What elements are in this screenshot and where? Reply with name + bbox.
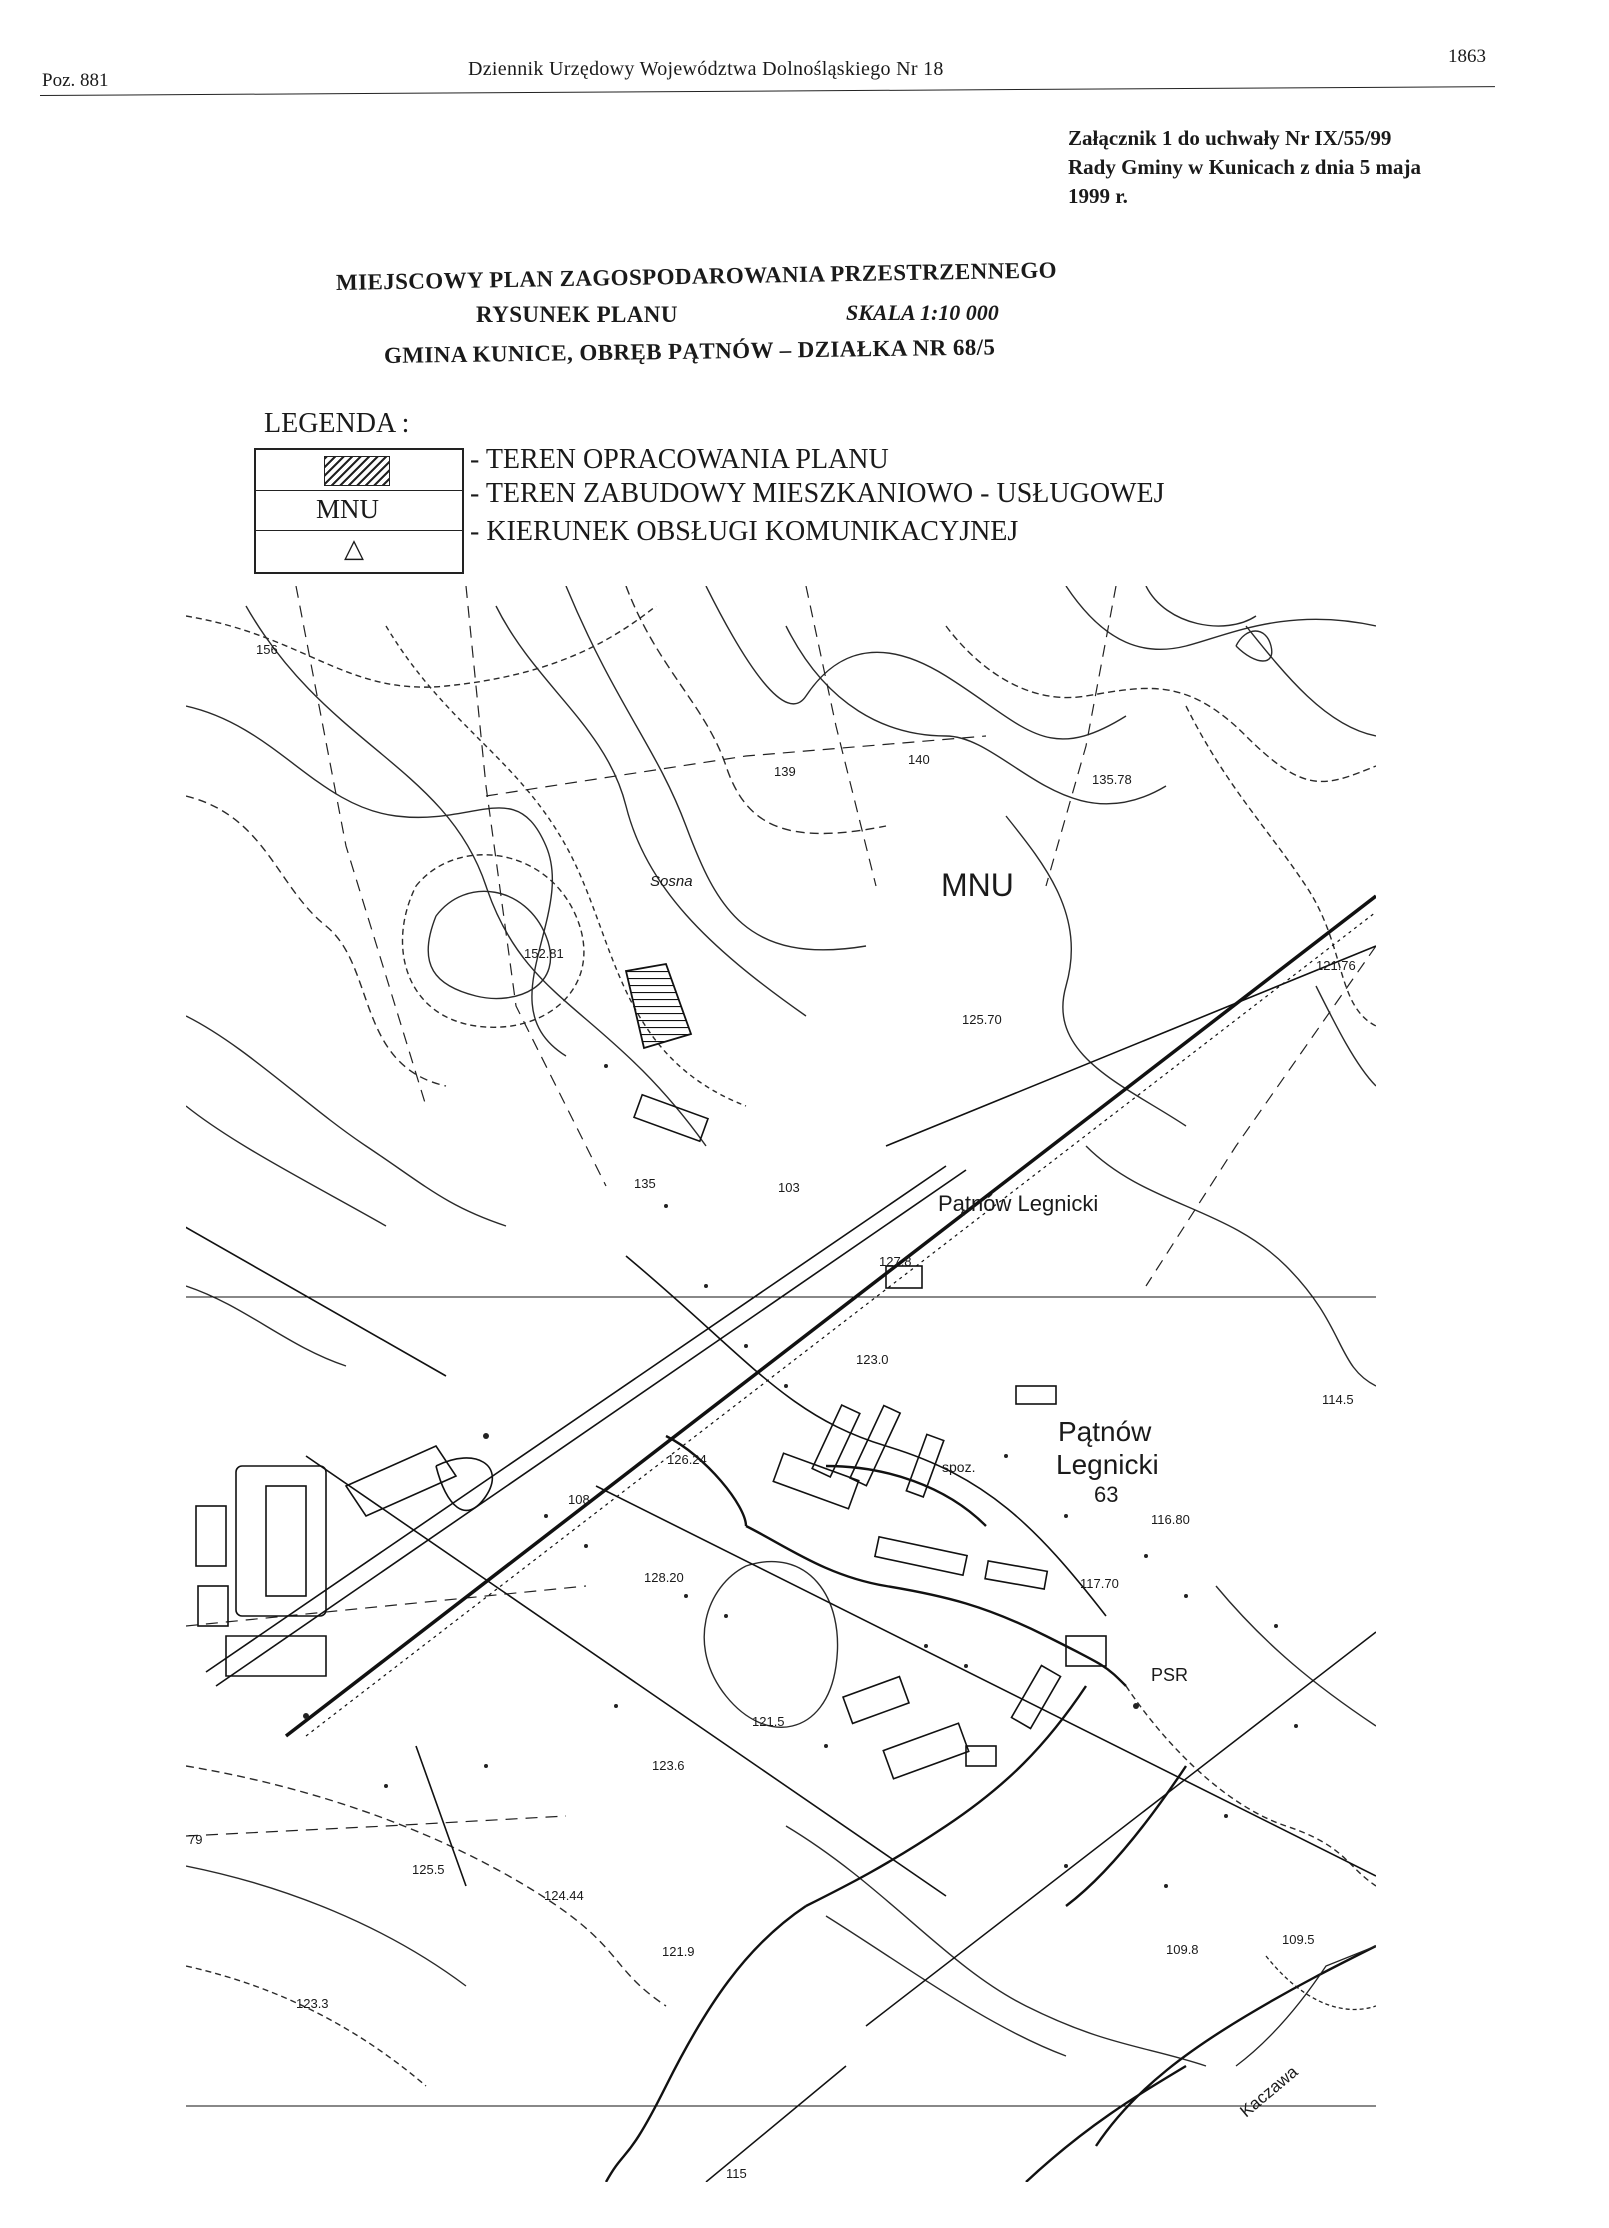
elevation-label: 116.80 xyxy=(1151,1512,1190,1527)
legend-row-access xyxy=(256,530,462,570)
attachment-line-1: Załącznik 1 do uchwały Nr IX/55/99 xyxy=(1068,126,1392,150)
place-label-top: Pątnów Legnicki xyxy=(938,1191,1099,1216)
elevation-label: 140 xyxy=(908,752,930,767)
elevation-label: 117.70 xyxy=(1080,1576,1119,1591)
attachment-note xyxy=(1068,124,1421,211)
psr-label: PSR xyxy=(1151,1665,1189,1685)
legend-desc-access: - KIERUNEK OBSŁUGI KOMUNIKACYJNEJ xyxy=(470,516,1019,547)
legend-row-plan-area xyxy=(256,450,462,491)
elevation-label: 127.8 xyxy=(879,1254,912,1269)
legend-title: LEGENDA : xyxy=(264,408,410,439)
river-course xyxy=(1236,1946,1376,2066)
topographic-map xyxy=(186,586,1376,2182)
plan-area-hatch xyxy=(626,964,691,1048)
elevation-label: 115 xyxy=(726,2166,747,2181)
elevation-label: 125.5 xyxy=(412,1862,445,1877)
elevation-label: 123.0 xyxy=(856,1352,889,1367)
elevation-label: 123.3 xyxy=(296,1996,329,2011)
elevation-label: 123.6 xyxy=(652,1758,685,1773)
river-bank xyxy=(1266,1956,1376,2009)
elevation-label: 108 xyxy=(568,1492,590,1507)
mnu-symbol: MNU xyxy=(316,494,380,524)
mnu-zone-label: MNU xyxy=(941,867,1014,903)
elevation-label: 121.76 xyxy=(1316,958,1356,973)
attachment-line-2: Rady Gminy w Kunicach z dnia 5 maja xyxy=(1068,155,1421,179)
railway xyxy=(286,896,1376,2182)
hatch-swatch xyxy=(324,456,390,486)
main-roads xyxy=(186,946,1376,1896)
legend-desc-mnu: - TEREN ZABUDOWY MIESZKANIOWO - USŁUGOWEJ xyxy=(470,478,1165,509)
journal-title: Dziennik Urzędowy Województwa Dolnośląskiego Nr 18 xyxy=(468,58,944,80)
contour-lines xyxy=(186,586,1376,2086)
legend-box xyxy=(254,448,464,574)
legend-desc-plan-area: - TEREN OPRACOWANIA PLANU xyxy=(470,444,889,475)
elevation-label: 125.70 xyxy=(962,1012,1002,1027)
elevation-label: 124.44 xyxy=(544,1888,584,1903)
spoz-label: spoz. xyxy=(942,1459,976,1475)
elevation-label: 121.9 xyxy=(662,1944,695,1959)
triangle-icon: △ xyxy=(344,534,364,563)
elevation-label: 114.5 xyxy=(1322,1392,1354,1407)
place-label-main-3: 63 xyxy=(1094,1482,1119,1507)
river-label: Kaczawa xyxy=(1236,2062,1302,2122)
elevation-label: 103 xyxy=(778,1180,800,1195)
elevation-label: 128.20 xyxy=(644,1570,684,1585)
plan-location: GMINA KUNICE, OBRĘB PĄTNÓW – DZIAŁKA NR 68/5 xyxy=(383,334,996,368)
position-number: Poz. 881 xyxy=(42,70,109,91)
page-number: 1863 xyxy=(1448,46,1486,67)
elevation-label: 121.5 xyxy=(752,1714,785,1729)
legend-row-mnu xyxy=(256,490,462,531)
elevation-label: 79 xyxy=(188,1832,203,1847)
elevation-label: 139 xyxy=(774,764,796,779)
elevation-label: 109.5 xyxy=(1282,1932,1315,1947)
elevation-labels xyxy=(188,642,1356,2181)
elevation-label: 156 xyxy=(256,642,278,657)
elevation-label: 152.81 xyxy=(524,946,564,961)
plan-title: MIEJSCOWY PLAN ZAGOSPODAROWANIA PRZESTRZENNEGO xyxy=(335,257,1058,295)
elevation-label: 109.8 xyxy=(1166,1942,1199,1957)
elevation-label: 135.78 xyxy=(1092,772,1132,787)
plan-scale: SKALA 1:10 000 xyxy=(846,300,999,325)
plan-subtitle: RYSUNEK PLANU xyxy=(476,302,678,327)
place-label-main-1: Pątnów xyxy=(1058,1416,1152,1447)
attachment-line-3: 1999 r. xyxy=(1068,184,1128,208)
place-label-main-2: Legnicki xyxy=(1056,1449,1159,1480)
elevation-label: 126.24 xyxy=(667,1452,707,1467)
map-labels xyxy=(188,642,1356,2181)
forest-label: Sosna xyxy=(650,873,693,890)
grid-lines xyxy=(186,1297,1376,2106)
elevation-label: 135 xyxy=(634,1176,656,1191)
header-rule xyxy=(40,86,1495,96)
